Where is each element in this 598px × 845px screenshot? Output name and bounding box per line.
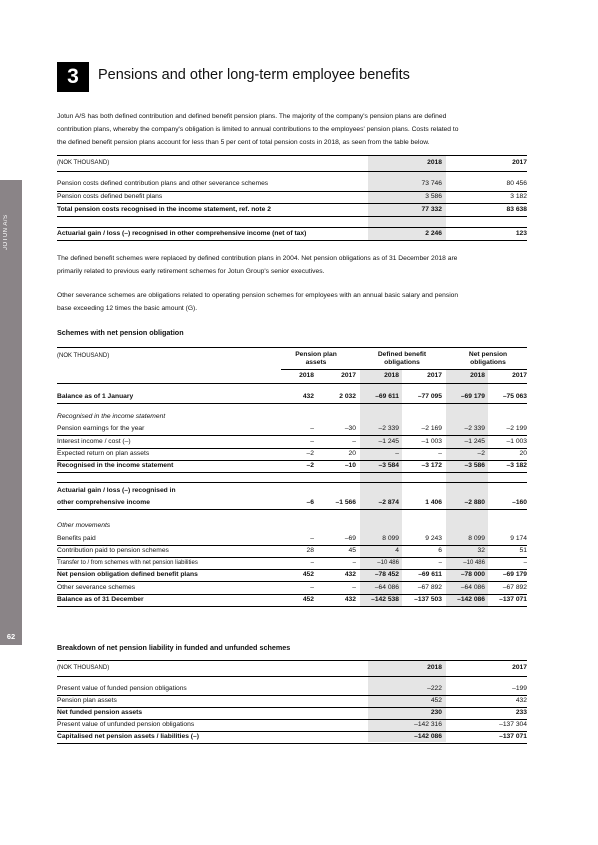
group-label: Pension plan — [295, 351, 337, 358]
cell-value: – — [352, 438, 356, 445]
cell-value: 432 — [344, 596, 356, 603]
column-group-header — [281, 351, 351, 367]
row-label: Pension earnings for the year — [57, 425, 145, 432]
year-label: 2018 — [384, 372, 399, 379]
cell-value: –64 086 — [374, 584, 399, 591]
cell-value: 8 099 — [382, 535, 399, 542]
cell-value: 83 638 — [506, 206, 527, 213]
cell-value: 2 246 — [425, 230, 442, 237]
table-header — [57, 157, 527, 169]
cell-value: 51 — [519, 547, 527, 554]
table-row — [57, 545, 527, 557]
text-line: contribution plans, whereby the company's obligation is limited to annual contributions to the employees' pension plans. Costs related to — [57, 126, 459, 133]
cell-value: –142 316 — [414, 721, 442, 728]
cell-value: –78 000 — [460, 571, 485, 578]
table-rule — [57, 509, 527, 510]
year-label: 2018 — [470, 372, 485, 379]
table-row — [57, 448, 527, 460]
group-label: Net pension — [468, 351, 508, 358]
table-rule — [57, 676, 527, 677]
chapter-title: Pensions and other long-term employee benefits — [98, 67, 410, 83]
cell-value: –69 — [344, 535, 356, 542]
group-label: assets — [305, 359, 327, 366]
cell-value: –64 086 — [460, 584, 485, 591]
table-row — [57, 707, 527, 719]
table-row-total — [57, 228, 527, 240]
row-label: Pension plan assets — [57, 697, 117, 704]
year-label: 2018 — [427, 664, 442, 671]
cell-value: –137 071 — [499, 596, 527, 603]
page-number: 62 — [6, 632, 16, 641]
table-row — [57, 582, 527, 594]
row-label: Capitalised net pension assets / liabilities (–) — [57, 733, 199, 740]
unit-label: (NOK THOUSAND) — [57, 353, 110, 359]
cell-value: 233 — [515, 709, 527, 716]
table-row — [57, 391, 527, 403]
chapter-number: 3 — [57, 62, 89, 92]
row-label: Present value of unfunded pension obligations — [57, 721, 195, 728]
text-line: primarily related to previous early retirement schemes for Jotun Group's senior executives. — [57, 268, 325, 275]
table-row — [57, 178, 527, 190]
row-label: Actuarial gain / loss (–) recognised in other comprehensive income (net of tax) — [57, 230, 307, 237]
row-label: Balance as of 1 January — [57, 393, 134, 400]
cell-value: –3 172 — [421, 462, 442, 469]
cell-value: 28 — [306, 547, 314, 554]
cell-value: 45 — [348, 547, 356, 554]
cell-value: –2 — [477, 450, 485, 457]
cell-value: –142 538 — [371, 596, 399, 603]
cell-value: –199 — [512, 685, 527, 692]
cell-value: –2 874 — [378, 499, 399, 506]
cell-value: –137 503 — [414, 596, 442, 603]
cell-value: 452 — [430, 697, 442, 704]
cell-value: 73 746 — [421, 180, 442, 187]
year-label: 2017 — [427, 372, 442, 379]
unit-label: (NOK THOUSAND) — [57, 665, 110, 671]
year-label: 2018 — [299, 372, 314, 379]
table-row — [57, 520, 527, 532]
cell-value: –6 — [306, 499, 314, 506]
cell-value: –67 892 — [417, 584, 442, 591]
cell-value: 8 099 — [468, 535, 485, 542]
text-line: Jotun A/S has both defined contribution and defined benefit pension plans. The majority of the company's pension plans are defined — [57, 113, 447, 120]
cell-value: –1 003 — [421, 438, 442, 445]
section-heading: Breakdown of net pension liability in funded and unfunded schemes — [57, 643, 291, 652]
row-label: Other movements — [57, 522, 111, 529]
sidebar-brand: JOTUN A/S — [3, 214, 9, 250]
table-row — [57, 731, 527, 743]
cell-value: – — [523, 560, 527, 566]
cell-value: –160 — [512, 499, 527, 506]
row-label: Recognised in the income statement — [57, 462, 174, 469]
table-row — [57, 569, 527, 581]
cell-value: 4 — [395, 547, 399, 554]
table-rule — [57, 606, 527, 607]
year-label: 2017 — [341, 372, 356, 379]
table-rule — [57, 482, 527, 483]
cell-value: – — [395, 450, 399, 457]
cell-value: – — [438, 450, 442, 457]
cell-value: 32 — [477, 547, 485, 554]
row-label: Expected return on plan assets — [57, 450, 150, 457]
table-rule — [57, 472, 527, 473]
cell-value: 432 — [344, 571, 356, 578]
table-row — [57, 557, 527, 569]
cell-value: –78 452 — [374, 571, 399, 578]
row-label: Balance as of 31 December — [57, 596, 144, 603]
table-rule — [57, 403, 527, 404]
text-line: the defined benefit pension plans account for less than 5 per cent of total pension costs in 2018, as seen from the table below. — [57, 139, 430, 146]
cell-value: 452 — [302, 596, 314, 603]
cell-value: –2 — [306, 450, 314, 457]
table-row — [57, 719, 527, 731]
unit-label: (NOK THOUSAND) — [57, 160, 110, 166]
paragraph — [57, 252, 527, 278]
table-row — [57, 683, 527, 695]
cell-value: –2 — [306, 462, 314, 469]
cell-value: –222 — [427, 685, 442, 692]
row-label: Net pension obligation defined benefit plans — [57, 571, 198, 578]
year-label: 2017 — [512, 664, 527, 671]
cell-value: –1 245 — [378, 438, 399, 445]
cell-value: 20 — [519, 450, 527, 457]
cell-value: 3 586 — [425, 193, 442, 200]
table-rule — [57, 660, 527, 661]
cell-value: 123 — [515, 230, 527, 237]
cell-value: 432 — [515, 697, 527, 704]
table-rule — [57, 216, 527, 217]
cell-value: – — [310, 425, 314, 432]
row-label: Contribution paid to pension schemes — [57, 547, 169, 554]
cell-value: –69 179 — [460, 393, 485, 400]
group-label: obligations — [384, 359, 420, 366]
cell-value: –3 182 — [506, 462, 527, 469]
cell-value: 2 032 — [339, 393, 356, 400]
table-header — [57, 662, 527, 674]
cell-value: –69 611 — [418, 571, 442, 578]
cell-value: 80 456 — [506, 180, 527, 187]
table-row — [57, 460, 527, 472]
cell-value: –75 063 — [502, 393, 527, 400]
cell-value: –2 169 — [421, 425, 442, 432]
table-year-header — [57, 370, 527, 382]
cell-value: 3 182 — [510, 193, 527, 200]
paragraph — [57, 289, 527, 315]
row-label: Present value of funded pension obligations — [57, 685, 187, 692]
cell-value: –69 611 — [375, 393, 399, 400]
cell-value: 432 — [302, 393, 314, 400]
group-label: Defined benefit — [377, 351, 427, 358]
row-label: other comprehensive income — [57, 499, 150, 506]
cell-value: 20 — [348, 450, 356, 457]
column-group-header — [364, 351, 440, 367]
intro-paragraph — [57, 110, 527, 149]
row-label: Other severance schemes — [57, 584, 136, 591]
year-label: 2018 — [427, 159, 442, 166]
row-label: Interest income / cost (–) — [57, 438, 131, 445]
cell-value: 452 — [302, 571, 314, 578]
row-label: Total pension costs recognised in the income statement, ref. note 2 — [57, 206, 271, 213]
cell-value: –2 339 — [464, 425, 485, 432]
cell-value: – — [352, 584, 356, 591]
cell-value: 6 — [438, 547, 442, 554]
row-label: Pension costs defined benefit plans — [57, 193, 163, 200]
table-row — [57, 411, 527, 423]
row-label: Transfer to / from schemes with net pension liabilities — [57, 560, 198, 566]
row-label: Actuarial gain / loss (–) recognised in — [57, 487, 176, 494]
table-row — [57, 423, 527, 435]
cell-value: 77 332 — [421, 206, 442, 213]
table-row-total — [57, 204, 527, 216]
cell-value: 230 — [430, 709, 442, 716]
year-label: 2017 — [512, 159, 527, 166]
table-row — [57, 191, 527, 203]
cell-value: 9 243 — [425, 535, 442, 542]
table-row — [57, 497, 527, 509]
column-group-header — [450, 351, 526, 367]
cell-value: –10 486 — [463, 560, 485, 566]
row-label: Net funded pension assets — [57, 709, 143, 716]
row-label: Recognised in the income statement — [57, 413, 166, 420]
cell-value: – — [310, 584, 314, 591]
table-rule — [57, 171, 527, 172]
cell-value: –10 486 — [377, 560, 399, 566]
section-heading: Schemes with net pension obligation — [57, 328, 184, 337]
cell-value: – — [310, 535, 314, 542]
table-rule — [57, 743, 527, 744]
cell-value: –1 566 — [335, 499, 356, 506]
table-row — [57, 485, 527, 497]
text-line: base exceeding 12 times the basic amount (G). — [57, 305, 198, 312]
cell-value: –142 086 — [414, 733, 442, 740]
table-row — [57, 436, 527, 448]
table-row — [57, 533, 527, 545]
cell-value: –69 179 — [502, 571, 527, 578]
cell-value: –30 — [344, 425, 356, 432]
cell-value: –1 003 — [506, 438, 527, 445]
cell-value: –1 245 — [464, 438, 485, 445]
row-label: Pension costs defined contribution plans and other severance schemes — [57, 180, 269, 187]
group-label: obligations — [470, 359, 506, 366]
cell-value: –2 339 — [378, 425, 399, 432]
cell-value: –67 892 — [502, 584, 527, 591]
cell-value: –2 880 — [464, 499, 485, 506]
text-line: The defined benefit schemes were replaced by defined contribution plans in 2004. Net pension obligations as of 31 December 2018 are — [57, 255, 458, 262]
cell-value: –2 199 — [506, 425, 527, 432]
row-label: Benefits paid — [57, 535, 96, 542]
cell-value: –77 095 — [417, 393, 442, 400]
table-rule — [57, 240, 527, 241]
cell-value: –137 071 — [499, 733, 527, 740]
text-line: Other severance schemes are obligations related to operating pension schemes for employees with an annual basic salary and pension — [57, 292, 459, 299]
table-rule — [57, 155, 527, 156]
cell-value: – — [438, 560, 442, 566]
cell-value: – — [310, 560, 314, 566]
table-rule — [57, 383, 527, 384]
cell-value: – — [310, 438, 314, 445]
table-rule — [57, 347, 527, 348]
cell-value: –3 584 — [378, 462, 399, 469]
cell-value: –3 586 — [464, 462, 485, 469]
cell-value: –142 086 — [457, 596, 485, 603]
table-row — [57, 695, 527, 707]
cell-value: –10 — [344, 462, 356, 469]
cell-value: –137 304 — [499, 721, 527, 728]
cell-value: – — [352, 560, 356, 566]
cell-value: 9 174 — [510, 535, 527, 542]
cell-value: 1 406 — [425, 499, 442, 506]
year-label: 2017 — [512, 372, 527, 379]
table-row — [57, 594, 527, 606]
